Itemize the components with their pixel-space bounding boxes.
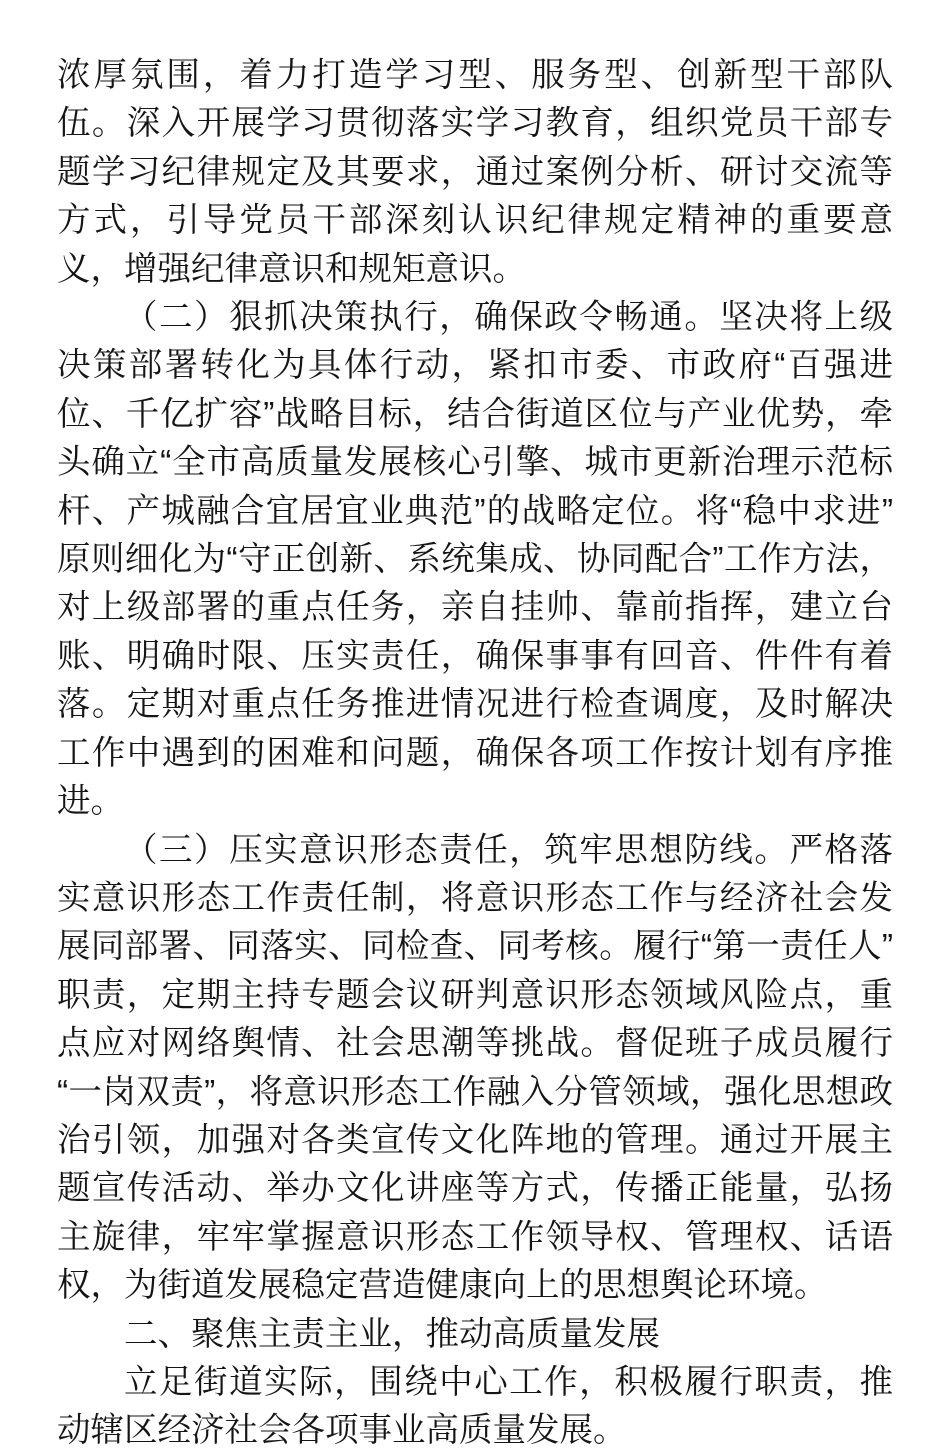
paragraph-section-two-subitem: （二）狠抓决策执行，确保政令畅通。坚决将上级决策部署转化为具体行动，紧扣市委、市政府“百强进位、千亿扩容”战略目标，结合街道区位与产业优势，牵头确立“全市高质量发展核心引擎、城市更新治理示范标杆、产城融合宜居宜业典范”的战略定位。将“稳中求进”原则细化为“守正创新、系统集成、协同配合”工作方法，对上级部署的重点任务，亲自挂帅、靠前指挥，建立台账、明确时限、压实责任，确保事事有回音、件件有着落。定期对重点任务推进情况进行检查调度，及时解决工作中遇到的困难和问题，确保各项工作按计划有序推进。: [57, 299, 893, 821]
document-text-column: [57, 52, 893, 1456]
paragraph-continuation: 浓厚氛围，着力打造学习型、服务型、创新型干部队伍。深入开展学习贯彻落实学习教育，组织党员干部专题学习纪律规定及其要求，通过案例分析、研讨交流等方式，引导党员干部深刻认识纪律规定精神的重要意义，增强纪律意识和规矩意识。: [57, 57, 893, 288]
heading-section-two: 二、聚焦主责主业，推动高质量发展: [124, 1315, 660, 1353]
paragraph-closing: 立足街道实际，围绕中心工作，积极履行职责，推动辖区经济社会各项事业高质量发展。: [57, 1363, 893, 1450]
paragraph-section-three-subitem: （三）压实意识形态责任，筑牢思想防线。严格落实意识形态工作责任制，将意识形态工作与经济社会发展同部署、同落实、同检查、同考核。履行“第一责任人”职责，定期主持专题会议研判意识形态领域风险点，重点应对网络舆情、社会思潮等挑战。督促班子成员履行“一岗双责”，将意识形态工作融入分管领域，强化思想政治引领，加强对各类宣传文化阵地的管理。通过开展主题宣传活动、举办文化讲座等方式，传播正能量，弘扬主旋律，牢牢掌握意识形态工作领导权、管理权、话语权，为街道发展稳定营造健康向上的思想舆论环境。: [57, 831, 893, 1305]
